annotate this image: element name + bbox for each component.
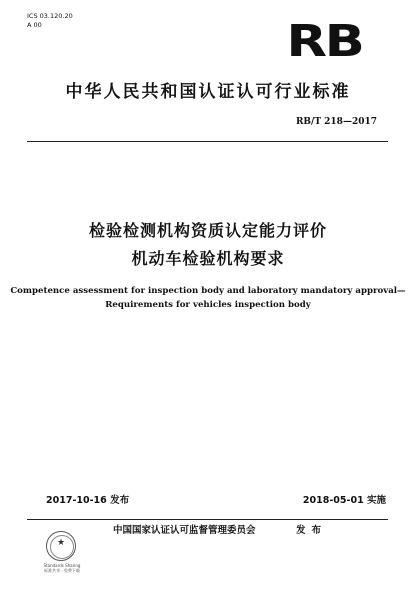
publisher-name: 中国国家认证认可监督管理委员会 bbox=[113, 525, 256, 536]
seal-icon bbox=[46, 531, 76, 561]
star-icon: ★ bbox=[56, 538, 66, 548]
organization-title: 中华人民共和国认证认可行业标准 bbox=[65, 82, 351, 102]
seal-caption-line2: 标准共享 · 免费下载 bbox=[44, 568, 80, 573]
seal-caption-line1: Standards Sharing bbox=[43, 563, 81, 568]
publish-label: 发布 bbox=[296, 525, 328, 536]
title-en-line2: Requirements for vehicles inspection body bbox=[105, 300, 311, 310]
ics-block bbox=[27, 12, 73, 30]
ics-code: ICS 03.120.20 bbox=[27, 12, 73, 20]
title-en-line1: Competence assessment for inspection body and laboratory mandatory approval— bbox=[10, 286, 406, 296]
issue-date: 2017-10-16 发布 bbox=[46, 495, 130, 506]
title-cn-line2: 机动车检验机构要求 bbox=[131, 249, 285, 268]
footer-divider bbox=[27, 519, 388, 520]
ccs-code: A 00 bbox=[27, 21, 42, 29]
header-divider bbox=[27, 141, 388, 142]
title-cn-line1: 检验检测机构资质认定能力评价 bbox=[88, 221, 327, 240]
seal-caption bbox=[32, 563, 92, 573]
rb-logo: RB bbox=[285, 16, 362, 67]
standard-number: RB/T 218—2017 bbox=[295, 117, 377, 127]
implementation-date: 2018-05-01 实施 bbox=[302, 495, 386, 506]
